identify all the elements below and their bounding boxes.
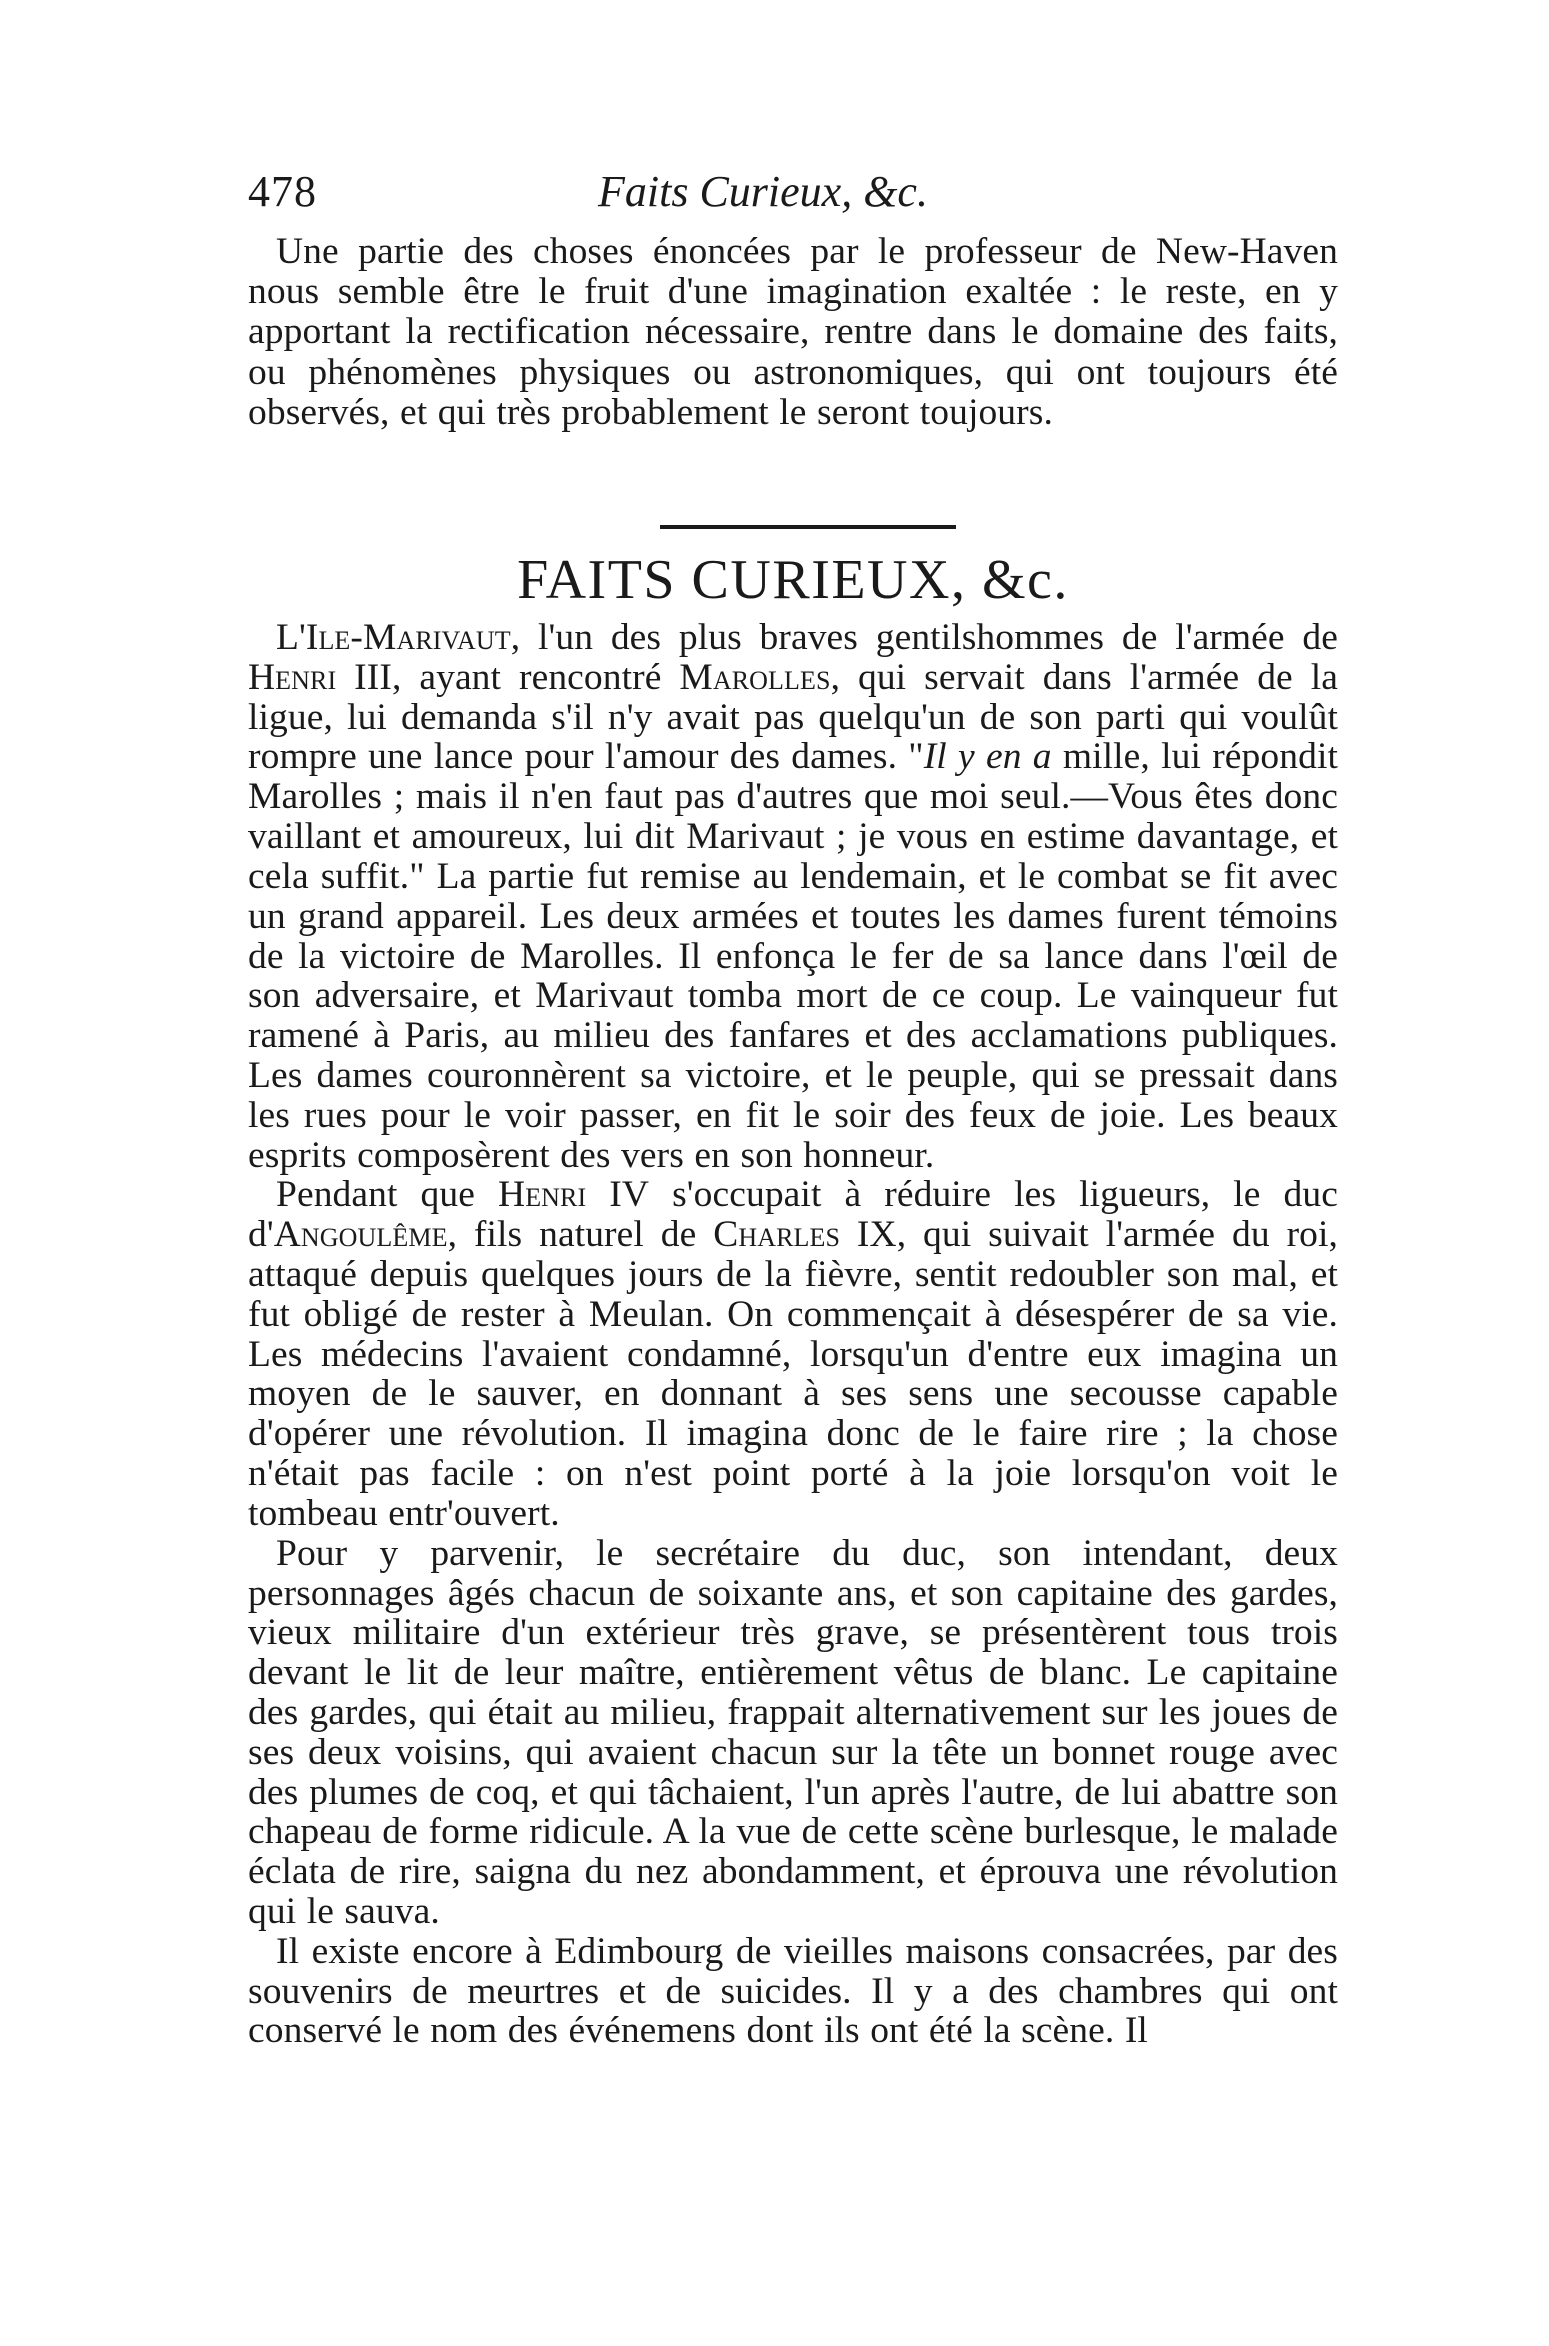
person-name: Henri IV: [498, 1174, 650, 1216]
paragraph-angouleme: [248, 1175, 1338, 1533]
italic-phrase: Il y en a: [923, 736, 1052, 778]
person-name: Angoulême: [273, 1214, 448, 1256]
person-name: Charles IX: [713, 1214, 897, 1256]
section-divider-rule: [660, 525, 956, 529]
intro-paragraph: Une partie des choses énoncées par le professeur de New-Haven nous semble être le fruit d'une imagination exaltée : le reste, en y apportant la rectification nécessaire, rentre dans le domaine des faits, ou phénomènes physiques ou astronomiques, qui ont toujours été observés, et qui très probablement le seront toujours.: [248, 231, 1338, 433]
paragraph-remedy: Pour y parvenir, le secrétaire du duc, son intendant, deux personnages âgés chacun de soixante ans, et son capitaine des gardes, vieux militaire d'un extérieur très grave, se présentèrent tous trois devant le lit de leur maître, entièrement vêtus de blanc. Le capitaine des gardes, qui était au milieu, frappait alternativement sur les joues de ses deux voisins, qui avaient chacun sur la tête un bonnet rouge avec des plumes de coq, et qui tâchaient, l'un après l'autre, de lui abattre son chapeau de forme ridicule. A la vue de cette scène burlesque, le malade éclata de rire, saigna du nez abondamment, et éprouva une révolution qui le sauva.: [248, 1532, 1338, 1932]
paragraph-text: Pendant que: [276, 1174, 499, 1216]
person-name: Henri III: [248, 656, 392, 698]
paragraph-edinburgh: Il existe encore à Edimbourg de vieilles maisons consacrées, par des souvenirs de meurtres et de suicides. Il y a des chambres qui ont conservé le nom des événemens dont ils ont été la scène. Il: [248, 1930, 1338, 2052]
page-number: 478: [248, 167, 317, 216]
paragraph-text: s'occupait à réduire les ligueurs, le duc d': [248, 1174, 1338, 1256]
paragraph-marivaut: [248, 618, 1338, 1175]
body-text: [248, 618, 1338, 2051]
paragraph-text: , l'un des plus braves gentilshommes de l'armée de: [510, 617, 1338, 658]
paragraph-text: , qui suivait l'armée du roi, attaqué depuis quelques jours de la fièvre, sentit redoubler son mal, et fut obligé de rester à Meulan. On commençait à désespérer de sa vie. Les médecins l'avaient condamné, lorsqu'un d'entre eux imagina un moyen de le sauver, en donnant à ses sens une secousse capable d'opérer une révolution. Il imagina donc de le faire rire ; la chose n'était pas facile : on n'est point porté à la joie lorsqu'on voit le tombeau entr'ouvert.: [248, 1214, 1338, 1534]
person-name: Marolles: [679, 656, 831, 698]
paragraph-text: mille, lui répondit Marolles ; mais il n'en faut pas d'autres que moi seul.—Vous êtes donc vaillant et amoureux, lui dit Marivaut ; je vous en estime davantage, et cela suffit." La partie fut remise au lendemain, et le combat se fit avec un grand appareil. Les deux armées et toutes les dames furent témoins de la victoire de Marolles. Il enfonça le fer de sa lance dans l'œil de son adversaire, et Marivaut tomba mort de ce coup. Le vainqueur fut ramené à Paris, au milieu des fanfares et des acclamations publiques. Les dames couronnèrent sa victoire, et le peuple, qui se pressait dans les rues pour le voir passer, en fit le soir des feux de joie. Les beaux esprits composèrent des vers en son honneur.: [248, 736, 1338, 1176]
person-name: L'Ile-Marivaut: [276, 617, 511, 658]
paragraph-text: , ayant rencontré: [391, 656, 680, 698]
paragraph-text: , qui servait dans l'armée de la ligue, lui demanda s'il n'y avait pas quelqu'un de son parti qui voulût rompre une lance pour l'amour des dames. ": [248, 656, 1338, 778]
running-title: Faits Curieux, &c.: [598, 167, 928, 216]
section-title: FAITS CURIEUX, &c.: [517, 549, 1069, 611]
running-head: [248, 162, 1338, 222]
paragraph-text: , fils naturel de: [447, 1214, 714, 1256]
